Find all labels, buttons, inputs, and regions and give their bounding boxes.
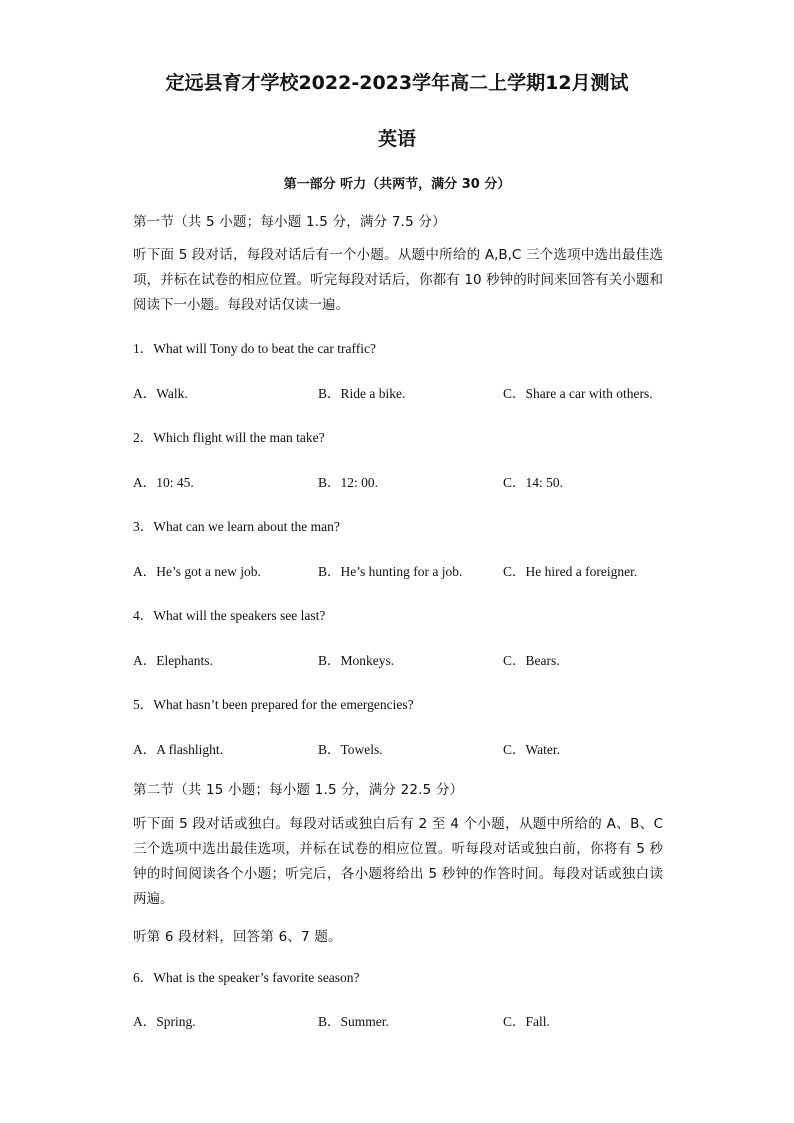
question-2: 2．Which flight will the man take? [133, 430, 325, 445]
part-heading: 第一部分 听力（共两节，满分 30 分） [283, 177, 511, 192]
section2-instructions: 听下面 5 段对话或独白。每段对话或独白后有 2 至 4 个小题，从题中所给的 A、B、C 三个选项中选出最佳选项，并标在试卷的相应位置。听每段对话或独白前，你将有 5 秒钟的时间阅读各个小题；听完后，各小题将给出 5 秒钟的作答时间。每段对话或独白读两遍。 [133, 816, 663, 907]
question-5: 5．What hasn’t been prepared for the emergencies? [133, 697, 414, 712]
q3-option-b: B．He’s hunting for a job. [318, 564, 463, 579]
section1-heading: 第一节（共 5 小题；每小题 1.5 分，满分 7.5 分） [133, 214, 446, 230]
subject-title: 英语 [377, 128, 416, 150]
q3-option-c: C．He hired a foreigner. [503, 564, 638, 579]
q1-option-c: C．Share a car with others. [503, 386, 653, 401]
question-4: 4．What will the speakers see last? [133, 608, 326, 623]
q6-option-c: C．Fall. [503, 1014, 550, 1029]
q2-option-a: A．10: 45. [133, 475, 194, 490]
q1-option-b: B．Ride a bike. [318, 386, 406, 401]
section1-instructions: 听下面 5 段对话，每段对话后有一个小题。从题中所给的 A,B,C 三个选项中选出最佳选项，并标在试卷的相应位置。听完每段对话后，你都有 10 秒钟的时间来回答有关小题和阅读下一小题。每段对话仅读一遍。 [133, 247, 663, 313]
q4-option-a: A．Elephants. [133, 653, 213, 668]
question-6: 6．What is the speaker’s favorite season? [133, 970, 360, 985]
question-1: 1．What will Tony do to beat the car traffic? [133, 341, 376, 356]
q3-option-a: A．He’s got a new job. [133, 564, 261, 579]
section2-heading: 第二节（共 15 小题；每小题 1.5 分，满分 22.5 分） [133, 782, 464, 798]
q4-option-b: B．Monkeys. [318, 653, 395, 668]
q5-option-c: C．Water. [503, 742, 561, 757]
q4-option-c: C．Bears. [503, 653, 560, 668]
q6-option-a: A．Spring. [133, 1014, 196, 1029]
material-6-instruction: 听第 6 段材料，回答第 6、7 题。 [133, 929, 342, 945]
q2-option-c: C．14: 50. [503, 475, 564, 490]
q5-option-a: A．A flashlight. [133, 742, 223, 757]
q5-option-b: B．Towels. [318, 742, 383, 757]
q2-option-b: B．12: 00. [318, 475, 379, 490]
question-3: 3．What can we learn about the man? [133, 519, 340, 534]
q6-option-b: B．Summer. [318, 1014, 389, 1029]
exam-title: 定远县育才学校2022-2023学年高二上学期12月测试 [165, 72, 629, 94]
q1-option-a: A．Walk. [133, 386, 188, 401]
